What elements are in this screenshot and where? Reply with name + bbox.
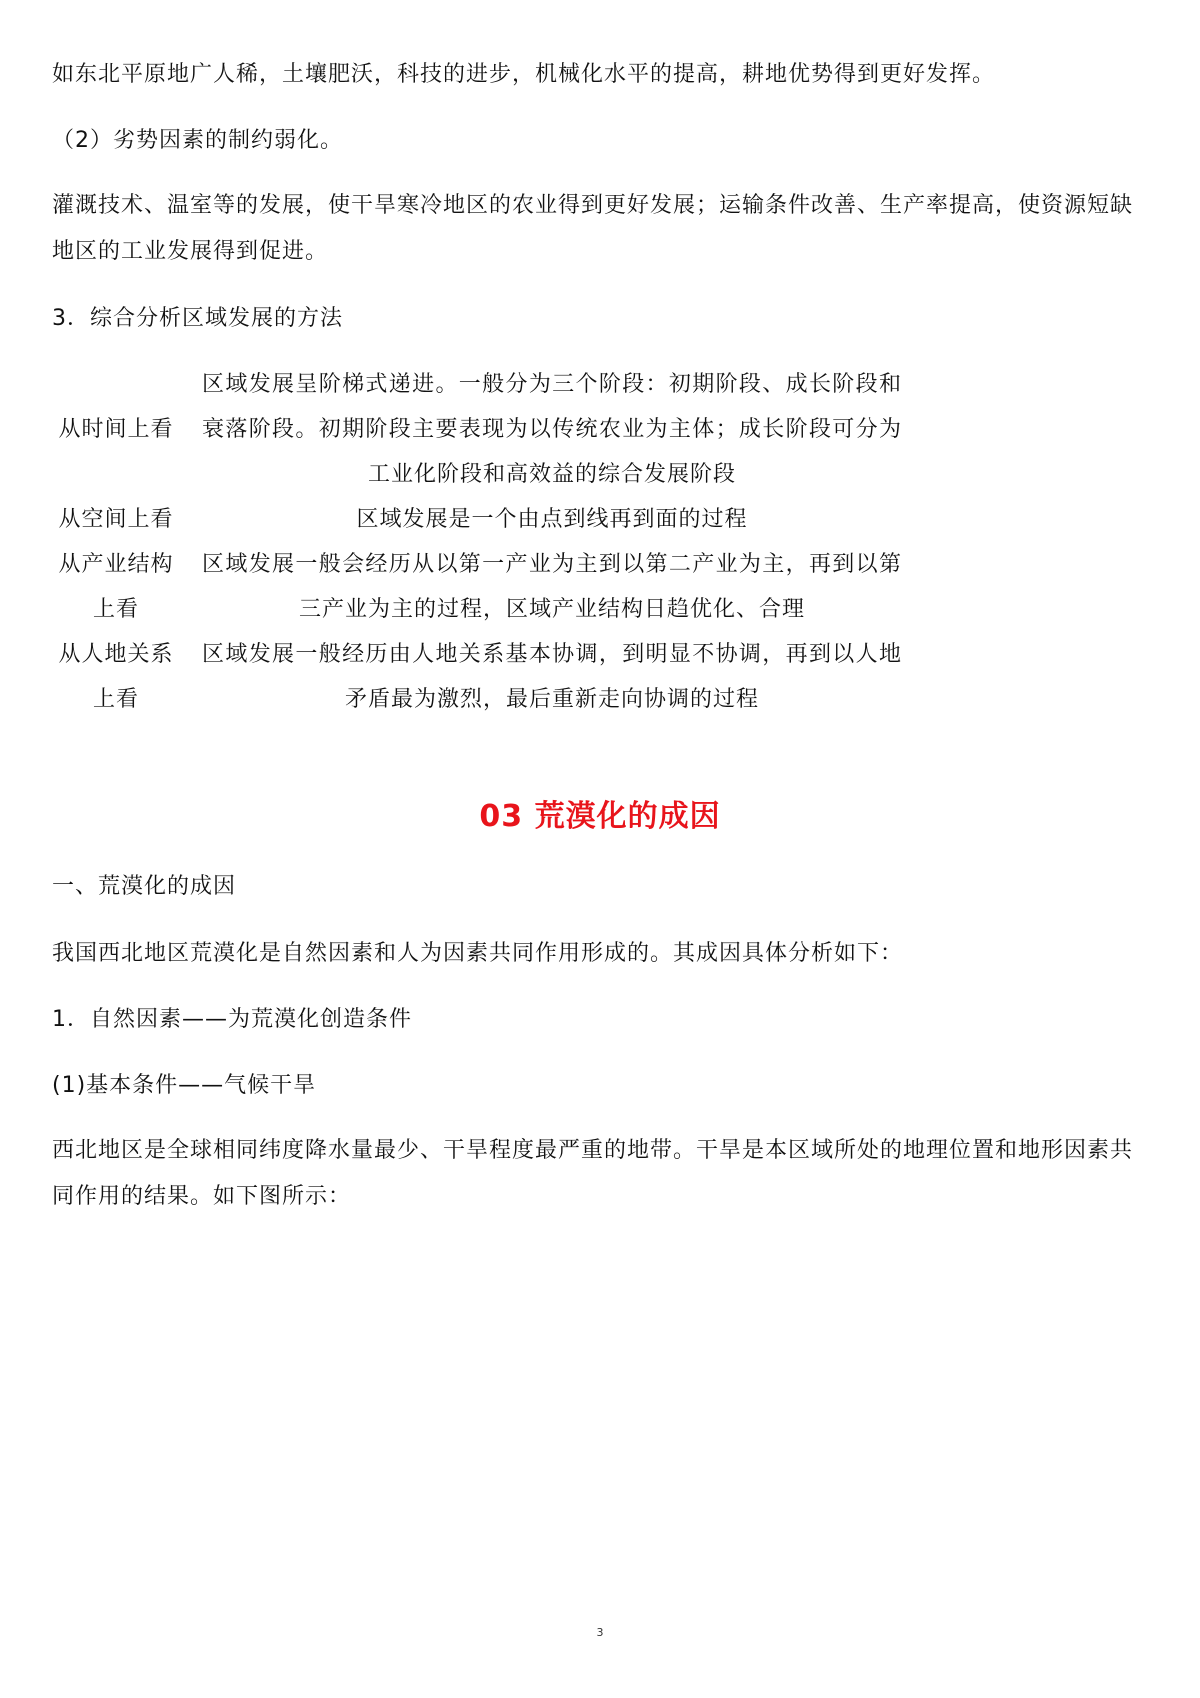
heading-basic-condition: (1)基本条件——气候干旱	[52, 1073, 317, 1098]
row-description: 区域发展呈阶梯式递进。一般分为三个阶段：初期阶段、成长阶段和衰落阶段。初期阶段主要表现为以传统农业为主体；成长阶段可分为工业化阶段和高效益的综合发展阶段	[202, 372, 902, 487]
page-number: 3	[596, 1626, 604, 1639]
paragraph-disadvantage-weaken: （2）劣势因素的制约弱化。	[52, 128, 343, 153]
row-description: 区域发展是一个由点到线再到面的过程	[356, 507, 748, 532]
table-row	[52, 542, 902, 632]
table-row	[52, 497, 902, 542]
row-label: 从人地关系上看	[58, 642, 174, 712]
region-development-table	[52, 362, 902, 722]
heading-desertification-causes: 一、荒漠化的成因	[52, 874, 237, 899]
row-description: 区域发展一般会经历从以第一产业为主到以第二产业为主，再到以第三产业为主的过程，区域产业结构日趋优化、合理	[202, 552, 902, 622]
heading-natural-factors: 1．自然因素——为荒漠化创造条件	[52, 1007, 412, 1032]
section-title-desertification: 03 荒漠化的成因	[479, 799, 721, 834]
row-label: 从空间上看	[58, 507, 174, 532]
row-description: 区域发展一般经历由人地关系基本协调，到明显不协调，再到以人地矛盾最为激烈，最后重新走向协调的过程	[202, 642, 902, 712]
paragraph-drought-explanation: 西北地区是全球相同纬度降水量最少、干旱程度最严重的地带。干旱是本区域所处的地理位置和地形因素共同作用的结果。如下图所示：	[52, 1138, 1134, 1209]
heading-analysis-method: 3．综合分析区域发展的方法	[52, 306, 343, 331]
row-label: 从产业结构上看	[58, 552, 174, 622]
paragraph-irrigation-tech: 灌溉技术、温室等的发展，使干旱寒冷地区的农业得到更好发展；运输条件改善、生产率提高，使资源短缺地区的工业发展得到促进。	[52, 193, 1134, 264]
table-row	[52, 632, 902, 722]
row-label: 从时间上看	[58, 417, 174, 442]
table-row	[52, 362, 902, 497]
paragraph-northwest-desertification: 我国西北地区荒漠化是自然因素和人为因素共同作用形成的。其成因具体分析如下：	[52, 941, 904, 966]
paragraph-northeast-plain: 如东北平原地广人稀，土壤肥沃，科技的进步，机械化水平的提高，耕地优势得到更好发挥。	[52, 62, 996, 87]
